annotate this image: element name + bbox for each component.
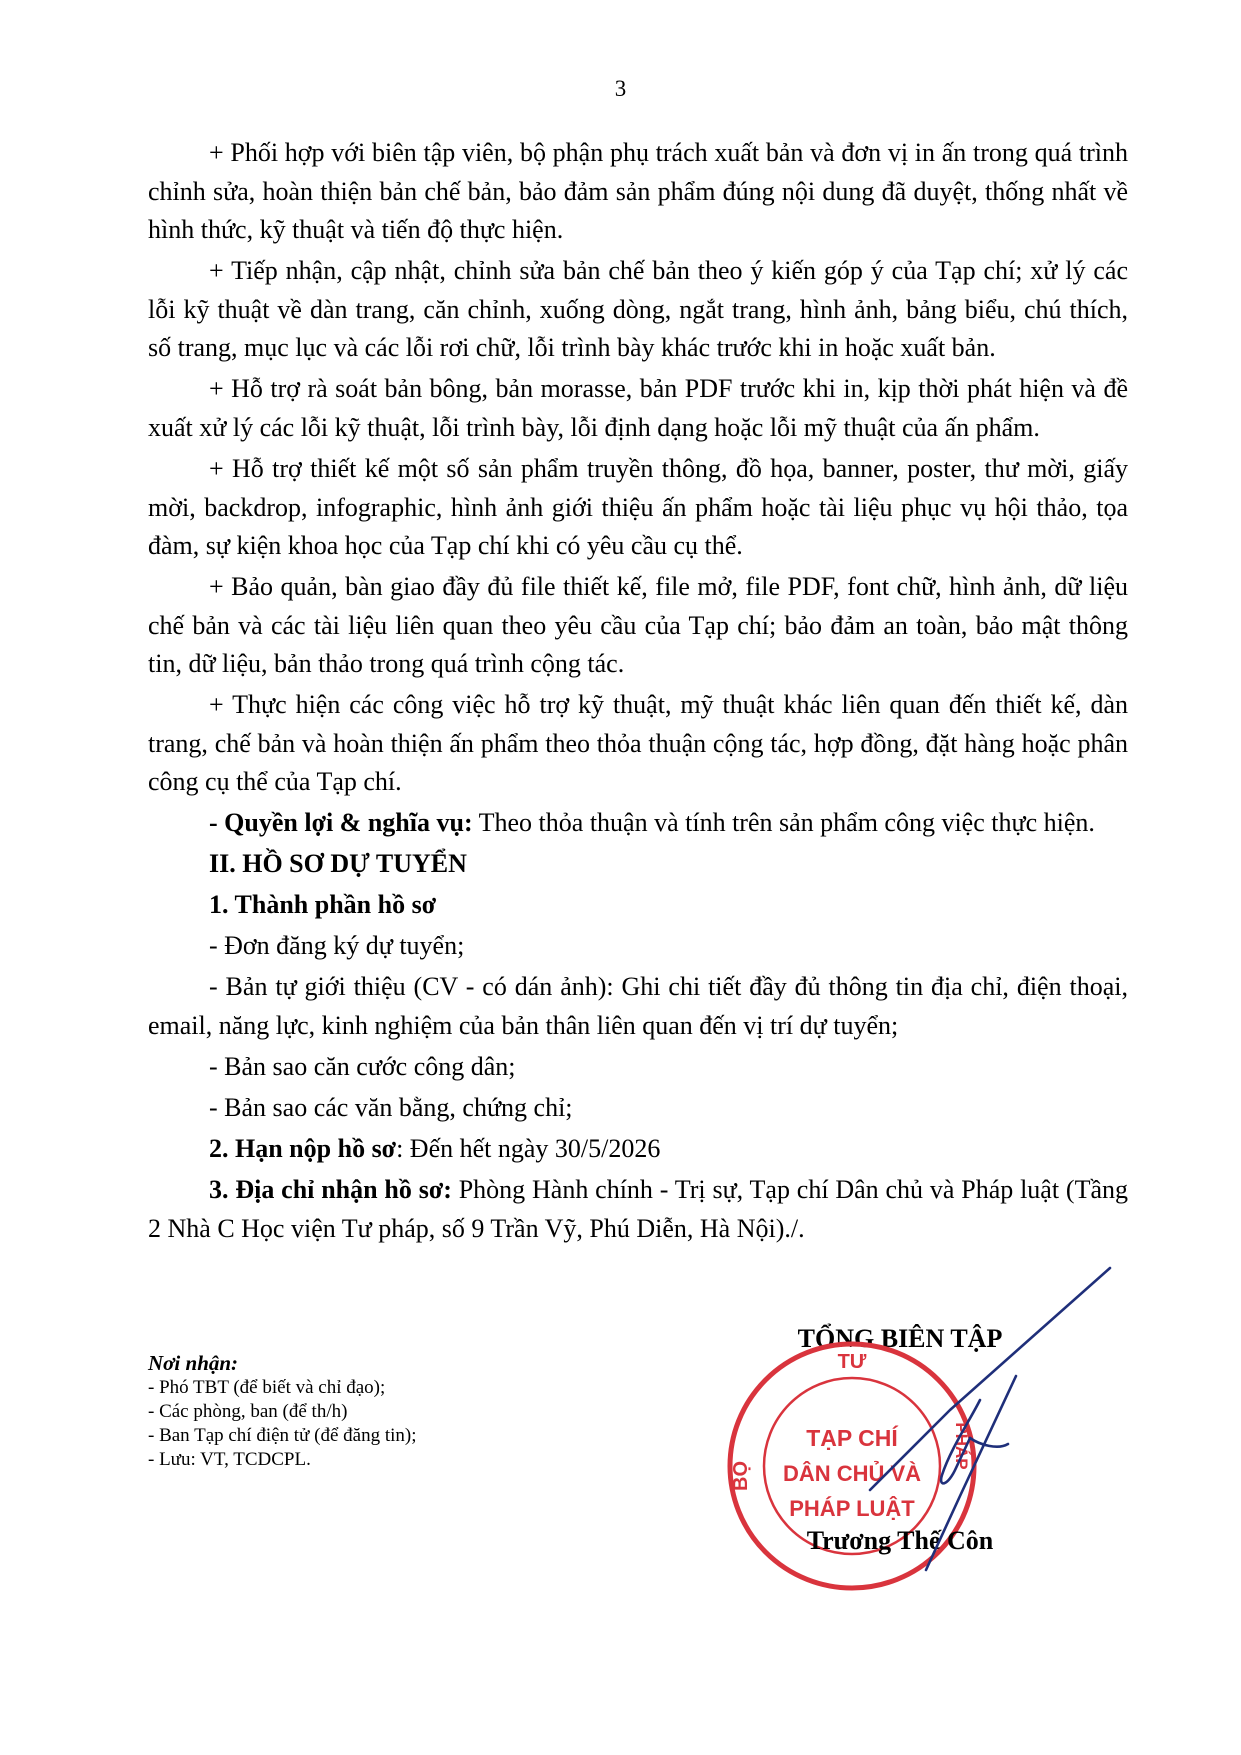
recipients-block	[148, 1350, 588, 1472]
stamp-line-2: DÂN CHỦ VÀ	[782, 1461, 922, 1486]
rights-label: - Quyền lợi & nghĩa vụ:	[209, 808, 473, 838]
deadline-text: : Đến hết ngày 30/5/2026	[396, 1133, 661, 1163]
recipient-item: - Các phòng, ban (để th/h)	[148, 1401, 348, 1422]
duty-paragraph-4: + Hỗ trợ thiết kế một số sản phẩm truyền thông, đồ họa, banner, poster, thư mời, giấy mời, backdrop, infographic, hình ảnh giới thiệu ấn phẩm hoặc tài liệu phục vụ hội thảo, tọa đàm, sự kiện khoa học của Tạp chí khi có yêu cầu cụ thể.	[148, 453, 1128, 561]
dossier-item-3: - Bản sao căn cước công dân;	[209, 1051, 516, 1081]
handwritten-signature	[830, 1260, 1130, 1580]
dossier-item-2: - Bản tự giới thiệu (CV - có dán ảnh): Ghi chi tiết đầy đủ thông tin địa chỉ, điện thoại, email, năng lực, kinh nghiệm của bản thân liên quan đến vị trí dự tuyển;	[148, 972, 1128, 1040]
address-text: Phòng Hành chính - Trị sự, Tạp chí Dân chủ và Pháp luật (Tầng 2 Nhà C Học viện Tư pháp, số 9 Trần Vỹ, Phú Diễn, Hà Nội)./.	[148, 1174, 1128, 1243]
recipient-item: - Phó TBT (để biết và chỉ đạo);	[148, 1377, 386, 1398]
deadline-paragraph	[148, 1130, 1128, 1169]
signer-name: Trương Thế Côn	[806, 1526, 994, 1555]
signer-title: TỔNG BIÊN TẬP	[797, 1324, 1003, 1353]
signature-strokes	[870, 1268, 1110, 1570]
rights-paragraph	[148, 804, 1128, 843]
recipients-title: Nơi nhận:	[148, 1351, 239, 1375]
stamp-outer-right-text: PHÁP	[952, 1422, 971, 1470]
stamp-outer-left-text: BỘ	[730, 1461, 752, 1491]
stamp-outer-top-text: TƯ	[837, 1351, 867, 1373]
address-paragraph	[148, 1171, 1128, 1248]
deadline-label: 2. Hạn nộp hồ sơ	[209, 1133, 397, 1163]
page-number: 3	[614, 76, 627, 101]
stamp-line-1: TẠP CHÍ	[806, 1425, 898, 1451]
stamp-line-3: PHÁP LUẬT	[789, 1496, 915, 1521]
dossier-item-4: - Bản sao các văn bằng, chứng chỉ;	[209, 1092, 573, 1122]
section-2-heading: II. HỒ SƠ DỰ TUYỂN	[209, 849, 467, 879]
dossier-item-1: - Đơn đăng ký dự tuyển;	[209, 931, 465, 961]
recipient-item: - Lưu: VT, TCDCPL.	[148, 1449, 311, 1470]
document-body	[148, 134, 1128, 1250]
duty-paragraph-5: + Bảo quản, bàn giao đầy đủ file thiết kế, file mở, file PDF, font chữ, hình ảnh, dữ liệu chế bản và các tài liệu liên quan theo yêu cầu của Tạp chí; bảo đảm an toàn, bảo mật thông tin, dữ liệu, bản thảo trong quá trình cộng tác.	[148, 572, 1128, 679]
address-label: 3. Địa chỉ nhận hồ sơ:	[209, 1174, 452, 1204]
duty-paragraph-2: + Tiếp nhận, cập nhật, chỉnh sửa bản chế bản theo ý kiến góp ý của Tạp chí; xử lý các lỗi kỹ thuật về dàn trang, căn chỉnh, xuống dòng, ngắt trang, hình ảnh, bảng biểu, chú thích, số trang, mục lục và các lỗi rơi chữ, lỗi trình bày khác trước khi in hoặc xuất bản.	[148, 256, 1128, 363]
rights-text: Theo thỏa thuận và tính trên sản phẩm công việc thực hiện.	[472, 808, 1095, 838]
duty-paragraph-6: + Thực hiện các công việc hỗ trợ kỹ thuật, mỹ thuật khác liên quan đến thiết kế, dàn trang, chế bản và hoàn thiện ấn phẩm theo thỏa thuận cộng tác, hợp đồng, đặt hàng hoặc phân công cụ thể của Tạp chí.	[148, 690, 1128, 797]
dossier-components-heading: 1. Thành phần hồ sơ	[209, 890, 437, 920]
duty-paragraph-3: + Hỗ trợ rà soát bản bông, bản morasse, bản PDF trước khi in, kịp thời phát hiện và đề xuất xử lý các lỗi kỹ thuật, lỗi trình bày, lỗi định dạng hoặc lỗi mỹ thuật của ấn phẩm.	[148, 374, 1128, 442]
duty-paragraph-1: + Phối hợp với biên tập viên, bộ phận phụ trách xuất bản và đơn vị in ấn trong quá trình chỉnh sửa, hoàn thiện bản chế bản, bảo đảm sản phẩm đúng nội dung đã duyệt, thống nhất về hình thức, kỹ thuật và tiến độ thực hiện.	[148, 138, 1128, 245]
recipient-item: - Ban Tạp chí điện tử (để đăng tin);	[148, 1425, 417, 1446]
